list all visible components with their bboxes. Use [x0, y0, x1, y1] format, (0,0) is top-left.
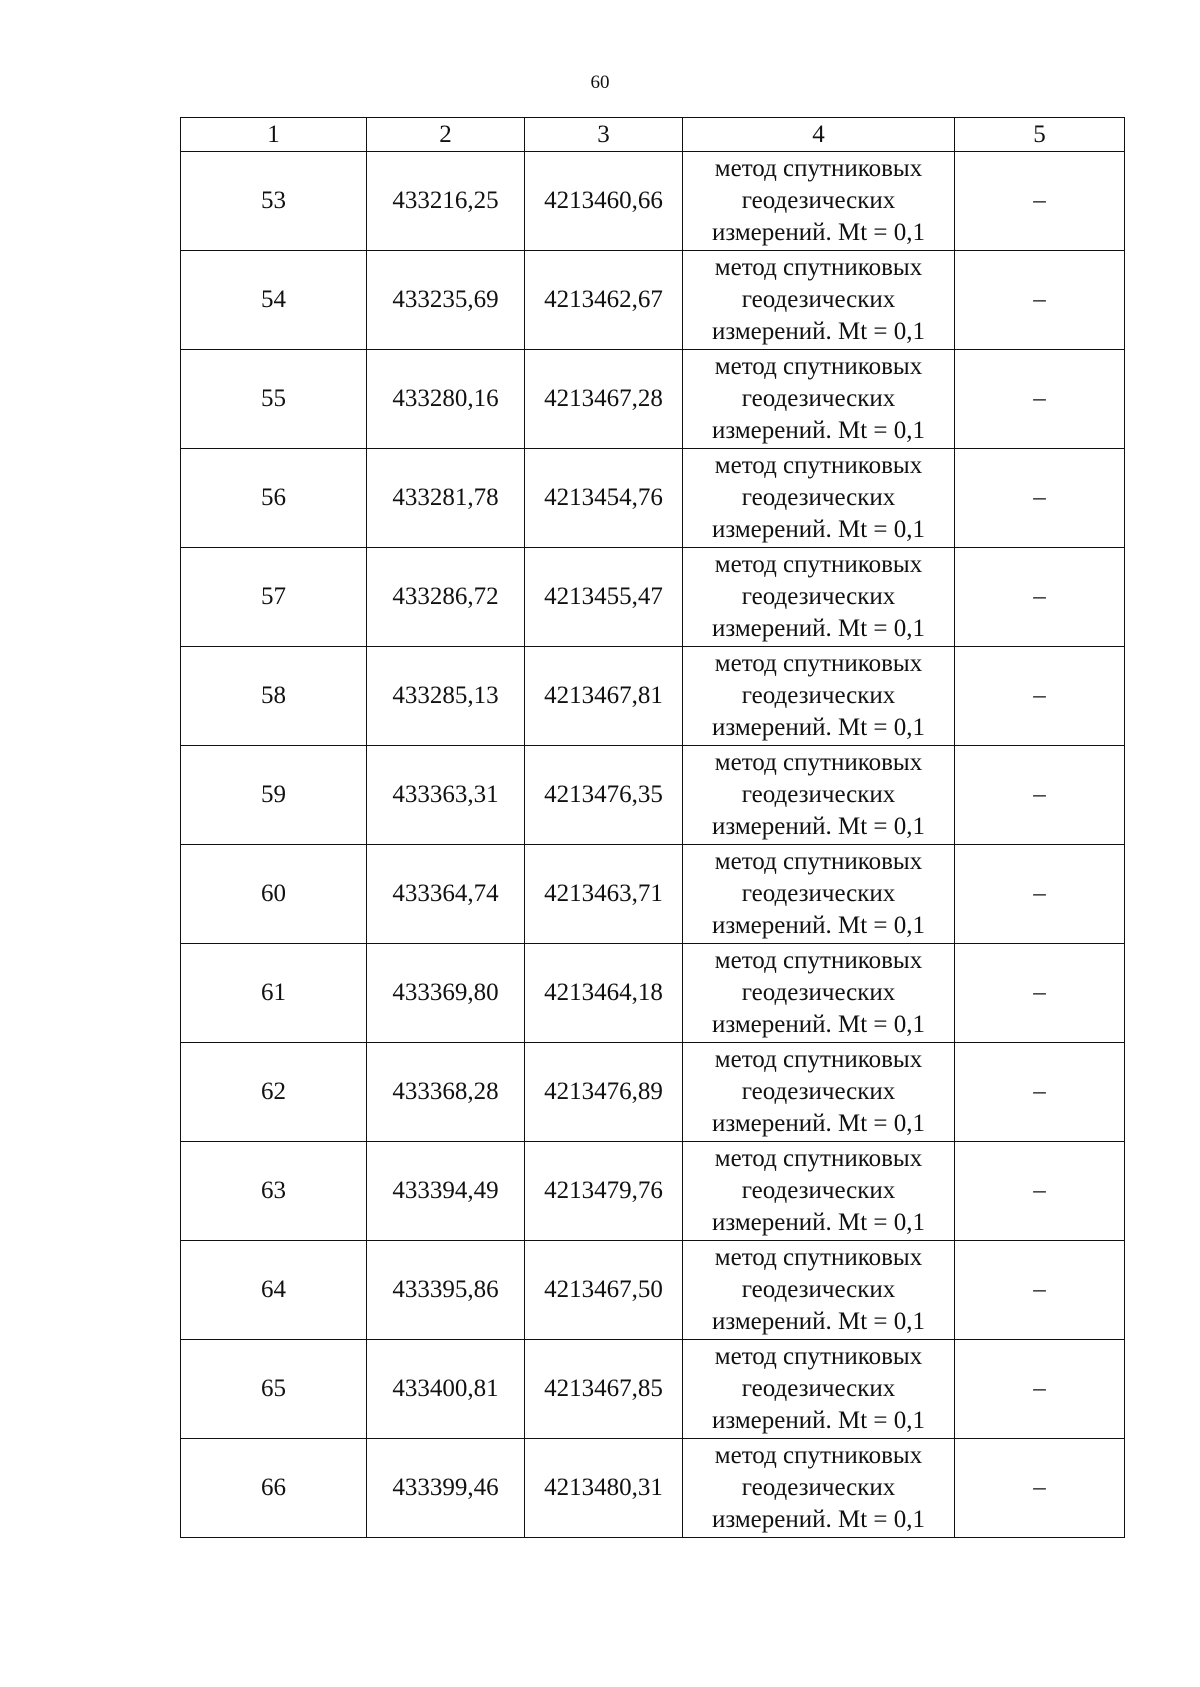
- y-coordinate-cell: 4213476,89: [525, 1043, 683, 1142]
- x-coordinate-cell: 433286,72: [367, 548, 525, 647]
- method-text-line: геодезических: [741, 1276, 896, 1303]
- method-cell: [683, 944, 955, 1043]
- method-text-line: измерений. Mt = 0,1: [711, 1308, 926, 1335]
- method-text-line: измерений. Mt = 0,1: [711, 318, 926, 345]
- method-text-line: геодезических: [741, 1177, 896, 1204]
- point-number-cell: 62: [181, 1043, 367, 1142]
- y-coordinate-cell: 4213464,18: [525, 944, 683, 1043]
- method-text-line: измерений. Mt = 0,1: [711, 1506, 926, 1533]
- x-coordinate-cell: 433235,69: [367, 251, 525, 350]
- table-row: [181, 449, 1125, 548]
- y-coordinate-cell: 4213460,66: [525, 152, 683, 251]
- note-cell: –: [955, 944, 1125, 1043]
- note-cell: –: [955, 845, 1125, 944]
- method-text-line: измерений. Mt = 0,1: [711, 714, 926, 741]
- point-number-cell: 55: [181, 350, 367, 449]
- method-text-line: измерений. Mt = 0,1: [711, 1110, 926, 1137]
- method-text-line: геодезических: [741, 1375, 896, 1402]
- x-coordinate-cell: 433400,81: [367, 1340, 525, 1439]
- y-coordinate-cell: 4213479,76: [525, 1142, 683, 1241]
- table-row: [181, 1142, 1125, 1241]
- x-coordinate-cell: 433285,13: [367, 647, 525, 746]
- note-cell: –: [955, 1340, 1125, 1439]
- method-text-line: геодезических: [741, 385, 896, 412]
- method-text-line: метод спутниковых: [714, 1046, 923, 1073]
- x-coordinate-cell: 433395,86: [367, 1241, 525, 1340]
- note-cell: –: [955, 1439, 1125, 1538]
- note-cell: –: [955, 548, 1125, 647]
- point-number-cell: 65: [181, 1340, 367, 1439]
- point-number-cell: 61: [181, 944, 367, 1043]
- point-number-cell: 59: [181, 746, 367, 845]
- method-text-line: геодезических: [741, 583, 896, 610]
- note-cell: –: [955, 251, 1125, 350]
- method-cell: [683, 251, 955, 350]
- method-text-line: метод спутниковых: [714, 650, 923, 677]
- method-cell: [683, 548, 955, 647]
- point-number-cell: 54: [181, 251, 367, 350]
- x-coordinate-cell: 433369,80: [367, 944, 525, 1043]
- x-coordinate-cell: 433394,49: [367, 1142, 525, 1241]
- point-number-cell: 66: [181, 1439, 367, 1538]
- x-coordinate-cell: 433280,16: [367, 350, 525, 449]
- method-text-line: измерений. Mt = 0,1: [711, 1011, 926, 1038]
- note-cell: –: [955, 449, 1125, 548]
- coordinates-table: [180, 117, 1125, 1538]
- method-text-line: геодезических: [741, 979, 896, 1006]
- x-coordinate-cell: 433368,28: [367, 1043, 525, 1142]
- method-cell: [683, 1439, 955, 1538]
- method-cell: [683, 1142, 955, 1241]
- table-header-row: [181, 118, 1125, 152]
- method-cell: [683, 1043, 955, 1142]
- point-number-cell: 64: [181, 1241, 367, 1340]
- note-cell: –: [955, 1142, 1125, 1241]
- y-coordinate-cell: 4213467,28: [525, 350, 683, 449]
- y-coordinate-cell: 4213463,71: [525, 845, 683, 944]
- note-cell: –: [955, 746, 1125, 845]
- y-coordinate-cell: 4213455,47: [525, 548, 683, 647]
- note-cell: –: [955, 152, 1125, 251]
- table-row: [181, 1340, 1125, 1439]
- method-cell: [683, 449, 955, 548]
- method-text-line: метод спутниковых: [714, 1145, 923, 1172]
- method-text-line: измерений. Mt = 0,1: [711, 219, 926, 246]
- method-cell: [683, 350, 955, 449]
- note-cell: –: [955, 350, 1125, 449]
- method-text-line: измерений. Mt = 0,1: [711, 417, 926, 444]
- method-text-line: метод спутниковых: [714, 947, 923, 974]
- method-text-line: метод спутниковых: [714, 848, 923, 875]
- method-cell: [683, 647, 955, 746]
- y-coordinate-cell: 4213462,67: [525, 251, 683, 350]
- table-row: [181, 1439, 1125, 1538]
- note-cell: –: [955, 647, 1125, 746]
- y-coordinate-cell: 4213467,85: [525, 1340, 683, 1439]
- page-number: 60: [590, 72, 610, 93]
- y-coordinate-cell: 4213467,50: [525, 1241, 683, 1340]
- note-cell: –: [955, 1241, 1125, 1340]
- x-coordinate-cell: 433364,74: [367, 845, 525, 944]
- method-text-line: геодезических: [741, 682, 896, 709]
- x-coordinate-cell: 433216,25: [367, 152, 525, 251]
- table-row: [181, 746, 1125, 845]
- method-text-line: геодезических: [741, 880, 896, 907]
- method-text-line: метод спутниковых: [714, 749, 923, 776]
- x-coordinate-cell: 433363,31: [367, 746, 525, 845]
- table-row: [181, 350, 1125, 449]
- point-number-cell: 60: [181, 845, 367, 944]
- note-cell: –: [955, 1043, 1125, 1142]
- column-header-4: 4: [683, 118, 955, 152]
- method-text-line: геодезических: [741, 1078, 896, 1105]
- method-text-line: метод спутниковых: [714, 1244, 923, 1271]
- method-cell: [683, 152, 955, 251]
- table-row: [181, 548, 1125, 647]
- x-coordinate-cell: 433281,78: [367, 449, 525, 548]
- method-text-line: измерений. Mt = 0,1: [711, 912, 926, 939]
- table-row: [181, 1043, 1125, 1142]
- column-header-5: 5: [955, 118, 1125, 152]
- method-cell: [683, 1241, 955, 1340]
- column-header-1: 1: [181, 118, 367, 152]
- method-cell: [683, 845, 955, 944]
- method-text-line: метод спутниковых: [714, 1343, 923, 1370]
- method-cell: [683, 746, 955, 845]
- column-header-3: 3: [525, 118, 683, 152]
- method-text-line: геодезических: [741, 286, 896, 313]
- method-text-line: измерений. Mt = 0,1: [711, 1209, 926, 1236]
- table-row: [181, 647, 1125, 746]
- y-coordinate-cell: 4213476,35: [525, 746, 683, 845]
- table-row: [181, 944, 1125, 1043]
- point-number-cell: 53: [181, 152, 367, 251]
- method-text-line: измерений. Mt = 0,1: [711, 516, 926, 543]
- method-text-line: метод спутниковых: [714, 155, 923, 182]
- point-number-cell: 56: [181, 449, 367, 548]
- method-text-line: геодезических: [741, 484, 896, 511]
- table-row: [181, 251, 1125, 350]
- table-row: [181, 845, 1125, 944]
- method-text-line: метод спутниковых: [714, 452, 923, 479]
- table-body: [181, 152, 1125, 1538]
- point-number-cell: 63: [181, 1142, 367, 1241]
- method-text-line: измерений. Mt = 0,1: [711, 1407, 926, 1434]
- y-coordinate-cell: 4213467,81: [525, 647, 683, 746]
- method-text-line: геодезических: [741, 187, 896, 214]
- method-text-line: метод спутниковых: [714, 254, 923, 281]
- table-row: [181, 1241, 1125, 1340]
- method-text-line: измерений. Mt = 0,1: [711, 615, 926, 642]
- point-number-cell: 57: [181, 548, 367, 647]
- column-header-2: 2: [367, 118, 525, 152]
- method-text-line: геодезических: [741, 781, 896, 808]
- method-cell: [683, 1340, 955, 1439]
- method-text-line: измерений. Mt = 0,1: [711, 813, 926, 840]
- y-coordinate-cell: 4213454,76: [525, 449, 683, 548]
- method-text-line: метод спутниковых: [714, 551, 923, 578]
- method-text-line: метод спутниковых: [714, 1442, 923, 1469]
- method-text-line: геодезических: [741, 1474, 896, 1501]
- point-number-cell: 58: [181, 647, 367, 746]
- table-row: [181, 152, 1125, 251]
- method-text-line: метод спутниковых: [714, 353, 923, 380]
- y-coordinate-cell: 4213480,31: [525, 1439, 683, 1538]
- x-coordinate-cell: 433399,46: [367, 1439, 525, 1538]
